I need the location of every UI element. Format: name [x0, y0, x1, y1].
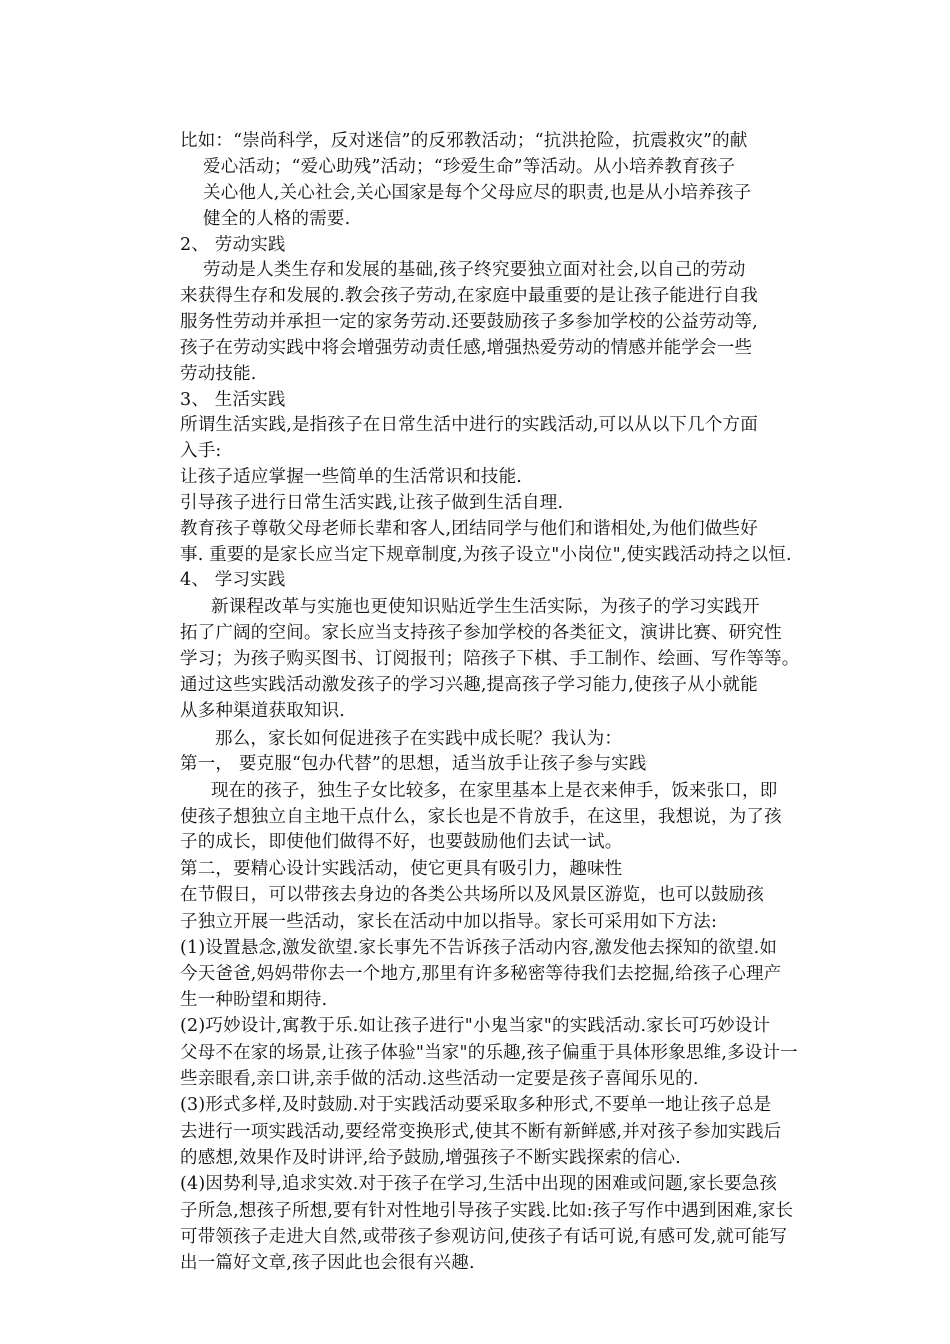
paragraph-line: 些亲眼看,亲口讲,亲手做的活动.这些活动一定要是孩子喜闻乐见的.	[180, 1069, 699, 1089]
paragraph-line: 的感想,效果作及时讲评,给予鼓励,增强孩子不断实践探索的信心.	[180, 1148, 681, 1168]
paragraph-line: 出一篇好文章,孩子因此也会很有兴趣.	[180, 1253, 475, 1273]
paragraph-line: 比如：“崇尚科学，反对迷信”的反邪教活动；“抗洪抢险，抗震救灾”的献	[180, 131, 748, 151]
paragraph-line: 孩子在劳动实践中将会增强劳动责任感,增强热爱劳动的情感并能学会一些	[180, 338, 753, 358]
section-heading: 2、 劳动实践	[180, 235, 286, 255]
paragraph-line: (3)形式多样,及时鼓励.对于实践活动要采取多种形式,不要单一地让孩子总是	[180, 1095, 772, 1115]
paragraph-line: 去进行一项实践活动,要经常变换形式,使其不断有新鲜感,并对孩子参加实践后	[180, 1122, 782, 1142]
paragraph-line: 劳动技能.	[180, 364, 257, 384]
paragraph-line: 服务性劳动并承担一定的家务劳动.还要鼓励孩子多参加学校的公益劳动等,	[180, 312, 758, 332]
paragraph-line: 现在的孩子，独生子女比较多，在家里基本上是衣来伸手，饭来张口，即	[211, 781, 778, 801]
paragraph-line: 所谓生活实践,是指孩子在日常生活中进行的实践活动,可以从以下几个方面	[180, 415, 758, 435]
paragraph-line: (4)因势利导,追求实效.对于孩子在学习,生活中出现的困难或问题,家长要急孩	[180, 1174, 778, 1194]
paragraph-line: 健全的人格的需要.	[203, 209, 351, 229]
paragraph-line: 第一， 要克服“包办代替”的思想，适当放手让孩子参与实践	[180, 754, 647, 774]
paragraph-line: 那么，家长如何促进孩子在实践中成长呢？我认为：	[215, 729, 623, 749]
section-heading: 3、 生活实践	[180, 390, 286, 410]
paragraph-line: 学习；为孩子购买图书、订阅报刊；陪孩子下棋、手工制作、绘画、写作等等。	[180, 649, 800, 669]
paragraph-line: 入手:	[180, 441, 222, 461]
paragraph-line: 从多种渠道获取知识.	[180, 701, 346, 721]
paragraph-line: (1)设置悬念,激发欲望.家长事先不告诉孩子活动内容,激发他去探知的欲望.如	[180, 938, 778, 958]
paragraph-line: 今天爸爸,妈妈带你去一个地方,那里有许多秘密等待我们去挖掘,给孩子心理产	[180, 964, 782, 984]
paragraph-line: 生一种盼望和期待.	[180, 990, 328, 1010]
paragraph-line: 让孩子适应掌握一些简单的生活常识和技能.	[180, 467, 523, 487]
paragraph-line: 第二，要精心设计实践活动，使它更具有吸引力，趣味性	[180, 859, 623, 879]
section-heading: 4、 学习实践	[180, 570, 286, 590]
paragraph-line: 在节假日，可以带孩去身边的各类公共场所以及风景区游览，也可以鼓励孩	[180, 885, 765, 905]
paragraph-line: 使孩子想独立自主地干点什么，家长也是不肯放手，在这里，我想说，为了孩	[180, 807, 782, 827]
paragraph-line: 关心他人,关心社会,关心国家是每个父母应尽的职责,也是从小培养孩子	[203, 183, 752, 203]
paragraph-line: 可带领孩子走进大自然,或带孩子参观访问,使孩子有话可说,有感可发,就可能写	[180, 1227, 788, 1247]
paragraph-line: 父母不在家的场景,让孩子体验"当家"的乐趣,孩子偏重于具体形象思维,多设计一	[180, 1043, 798, 1063]
paragraph-line: 子所急,想孩子所想,要有针对性地引导孩子实践.比如:孩子写作中遇到困难,家长	[180, 1201, 794, 1221]
paragraph-line: 爱心活动；“爱心助残”活动；“珍爱生命”等活动。从小培养教育孩子	[203, 157, 736, 177]
paragraph-line: 来获得生存和发展的.教会孩子劳动,在家庭中最重要的是让孩子能进行自我	[180, 286, 758, 306]
paragraph-line: 劳动是人类生存和发展的基础,孩子终究要独立面对社会,以自己的劳动	[203, 260, 746, 280]
paragraph-line: 事. 重要的是家长应当定下规章制度,为孩子设立"小岗位",使实践活动持之以恒.	[180, 545, 792, 565]
paragraph-line: 教育孩子尊敬父母老师长辈和客人,团结同学与他们和谐相处,为他们做些好	[180, 519, 758, 539]
paragraph-line: 引导孩子进行日常生活实践,让孩子做到生活自理.	[180, 493, 564, 513]
paragraph-line: 新课程改革与实施也更使知识贴近学生生活实际，为孩子的学习实践开	[211, 597, 760, 617]
paragraph-line: 拓了广阔的空间。家长应当支持孩子参加学校的各类征文，演讲比赛、研究性	[180, 623, 782, 643]
paragraph-line: (2)巧妙设计,寓教于乐.如让孩子进行"小鬼当家"的实践活动.家长可巧妙设计	[180, 1016, 771, 1036]
paragraph-line: 通过这些实践活动激发孩子的学习兴趣,提高孩子学习能力,使孩子从小就能	[180, 675, 758, 695]
paragraph-line: 子独立开展一些活动，家长在活动中加以指导。家长可采用如下方法:	[180, 912, 718, 932]
paragraph-line: 子的成长，即使他们做得不好，也要鼓励他们去试一试。	[180, 832, 623, 852]
